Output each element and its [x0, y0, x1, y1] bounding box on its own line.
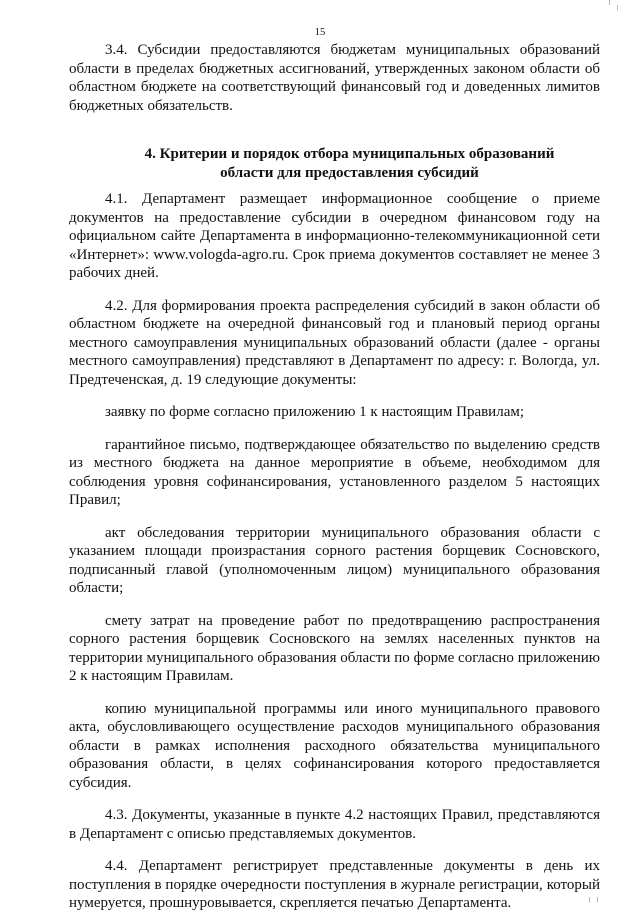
document-body — [69, 41, 600, 913]
scan-mark-bottom: ╷ ╷ — [586, 892, 600, 902]
paragraph-4-4: 4.4. Департамент регистрирует представленные документы в день их поступления в порядке очередности поступления в журнале регистрации, который нумеруется, прошнуровывается, скрепляется печатью Департамента. — [69, 858, 600, 911]
list-item-cost-estimate: смету затрат на проведение работ по предотвращению распространения сорного растения борщевик Сосновского на землях населенных пунктов на территории муниципального образования области по форме согласно приложению 2 к настоящим Правилам. — [69, 612, 600, 684]
section-heading-4 — [69, 145, 600, 182]
paragraph-4-2: 4.2. Для формирования проекта распределения субсидий в закон области об областном бюджете на очередной финансовый год и плановый период органы местного самоуправления муниципальных образований области (далее - органы местного самоуправления) представляют в Департамент по адресу: г. Вологда, ул. Предтеченская, д. 19 следующие документы: — [69, 297, 600, 388]
section-heading-line-1: 4. Критерии и порядок отбора муниципальных образований — [144, 146, 555, 162]
page-number: 15 — [314, 27, 326, 38]
paragraph-4-3: 4.3. Документы, указанные в пункте 4.2 настоящих Правил, представляются в Департамент с описью представляемых документов. — [69, 807, 600, 842]
list-item-guarantee-letter: гарантийное письмо, подтверждающее обязательство по выделению средств из местного бюджета на данное мероприятие в объеме, необходимом для соблюдения уровня софинансирования, установленного разделом 5 настоящих Правил; — [69, 436, 600, 508]
list-item-application: заявку по форме согласно приложению 1 к настоящим Правилам; — [105, 404, 525, 420]
paragraph-3-4: 3.4. Субсидии предоставляются бюджетам муниципальных образований области в пределах бюджетных ассигнований, утвержденных законом области об областном бюджете на соответствующий финансовый год и доведенных лимитов бюджетных обязательств. — [69, 42, 600, 114]
section-heading-line-2: области для предоставления субсидий — [220, 164, 479, 181]
scan-mark-top: ╵ ╷ — [606, 0, 620, 10]
paragraph-4-1: 4.1. Департамент размещает информационное сообщение о приеме документов на предоставление субсидии в очередном финансовом году на официальном сайте Департамента в информационно-телекоммуникационной сети «Интернет»: www.vologda-agro.ru. Срок приема документов составляет не менее 3 рабочих дней. — [69, 191, 600, 281]
list-item-municipal-program: копию муниципальной программы или иного муниципального правового акта, обусловливающего осуществление расходов муниципального образования области в рамках исполнения расходного обязательства муниципального образования области, в целях софинансирования которого предоставляется субсидия. — [69, 700, 600, 791]
list-item-inspection-act: акт обследования территории муниципального образования области с указанием площади произрастания сорного растения борщевик Сосновского, подписанный главой (уполномоченным лицом) муниципального образования области; — [69, 524, 600, 596]
